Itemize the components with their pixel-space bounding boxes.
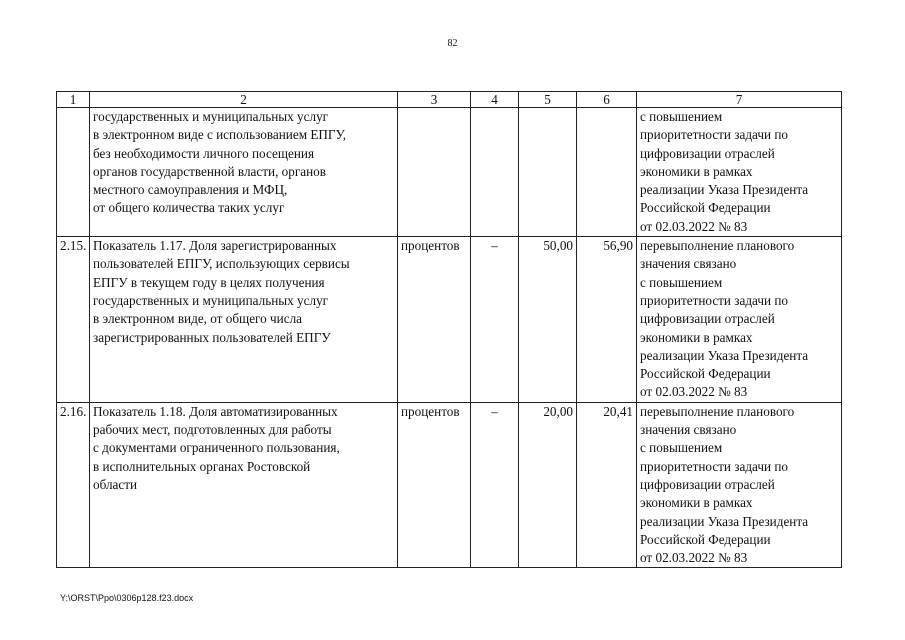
indicators-table <box>56 91 842 568</box>
table-row <box>57 108 842 237</box>
note-line: перевыполнение планового <box>640 238 795 254</box>
unit-cell: процентов <box>398 402 471 568</box>
note-line: Российской Федерации <box>640 531 771 547</box>
column-4-cell: – <box>471 402 519 568</box>
note-line: значения связано <box>640 422 737 438</box>
note-cell <box>637 108 842 237</box>
note-line: с повышением <box>640 440 723 456</box>
description-line: государственных и муниципальных услуг <box>93 109 329 124</box>
note-line: значения связано <box>640 256 737 272</box>
note-line: перевыполнение планового <box>640 403 795 419</box>
actual-value-cell <box>577 108 637 237</box>
note-line: приоритетности задачи по <box>640 458 789 474</box>
note-line: экономики в рамках <box>640 329 753 345</box>
planned-value-cell <box>519 108 577 237</box>
table-body <box>57 108 842 568</box>
column-header: 1 <box>57 92 90 108</box>
row-number-cell: 2.15. <box>57 237 90 403</box>
note-line: цифровизации отраслей <box>640 476 775 492</box>
actual-value-cell: 56,90 <box>577 237 637 403</box>
actual-value-cell: 20,41 <box>577 402 637 568</box>
note-line: с повышением <box>640 274 723 290</box>
indicator-description-cell <box>90 402 398 568</box>
note-line: цифровизации отраслей <box>640 311 775 327</box>
description-line: с документами ограниченного пользования, <box>93 440 340 456</box>
note-line: от 02.03.2022 № 83 <box>640 218 748 234</box>
unit-cell <box>398 108 471 237</box>
note-line: реализации Указа Президента <box>640 182 809 198</box>
column-header: 4 <box>471 92 519 108</box>
table-row <box>57 237 842 403</box>
note-line: приоритетности задачи по <box>640 127 789 143</box>
note-line: реализации Указа Президента <box>640 347 809 363</box>
row-number-cell: 2.16. <box>57 402 90 568</box>
note-line: Российской Федерации <box>640 366 771 382</box>
column-header: 6 <box>577 92 637 108</box>
note-line: Российской Федерации <box>640 200 771 216</box>
description-line: органов государственной власти, органов <box>93 163 326 179</box>
column-header: 7 <box>637 92 842 108</box>
note-line: экономики в рамках <box>640 163 753 179</box>
column-header: 2 <box>90 92 398 108</box>
note-line: реализации Указа Президента <box>640 513 809 529</box>
file-path-footer: Y:\ORST\Ppo\0306p128.f23.docx <box>60 593 194 603</box>
description-line: в исполнительных органах Ростовской <box>93 458 311 474</box>
description-line: области <box>93 476 138 492</box>
description-line: от общего количества таких услуг <box>93 200 285 216</box>
description-line: рабочих мест, подготовленных для работы <box>93 422 332 438</box>
planned-value-cell: 50,00 <box>519 237 577 403</box>
description-line: государственных и муниципальных услуг <box>93 292 329 308</box>
row-number-cell <box>57 108 90 237</box>
page-number: 82 <box>447 38 458 49</box>
table-header-row <box>57 92 842 108</box>
description-line: Показатель 1.18. Доля автоматизированных <box>93 403 338 419</box>
table-row <box>57 402 842 568</box>
note-cell <box>637 237 842 403</box>
description-line: ЕПГУ в текущем году в целях получения <box>93 274 325 290</box>
note-cell <box>637 402 842 568</box>
description-line: в электронном виде, от общего числа <box>93 311 303 327</box>
column-header: 5 <box>519 92 577 108</box>
unit-cell: процентов <box>398 237 471 403</box>
column-4-cell: – <box>471 237 519 403</box>
description-line: Показатель 1.17. Доля зарегистрированных <box>93 238 337 254</box>
indicator-description-cell <box>90 108 398 237</box>
description-line: пользователей ЕПГУ, использующих сервисы <box>93 256 350 272</box>
description-line: местного самоуправления и МФЦ, <box>93 182 288 198</box>
column-4-cell <box>471 108 519 237</box>
indicator-description-cell <box>90 237 398 403</box>
note-line: с повышением <box>640 109 723 124</box>
note-line: от 02.03.2022 № 83 <box>640 384 748 400</box>
note-line: цифровизации отраслей <box>640 145 775 161</box>
planned-value-cell: 20,00 <box>519 402 577 568</box>
description-line: в электронном виде с использованием ЕПГУ, <box>93 127 347 143</box>
column-header: 3 <box>398 92 471 108</box>
note-line: приоритетности задачи по <box>640 292 789 308</box>
note-line: от 02.03.2022 № 83 <box>640 550 748 566</box>
note-line: экономики в рамках <box>640 495 753 511</box>
description-line: без необходимости личного посещения <box>93 145 315 161</box>
description-line: зарегистрированных пользователей ЕПГУ <box>93 329 331 345</box>
